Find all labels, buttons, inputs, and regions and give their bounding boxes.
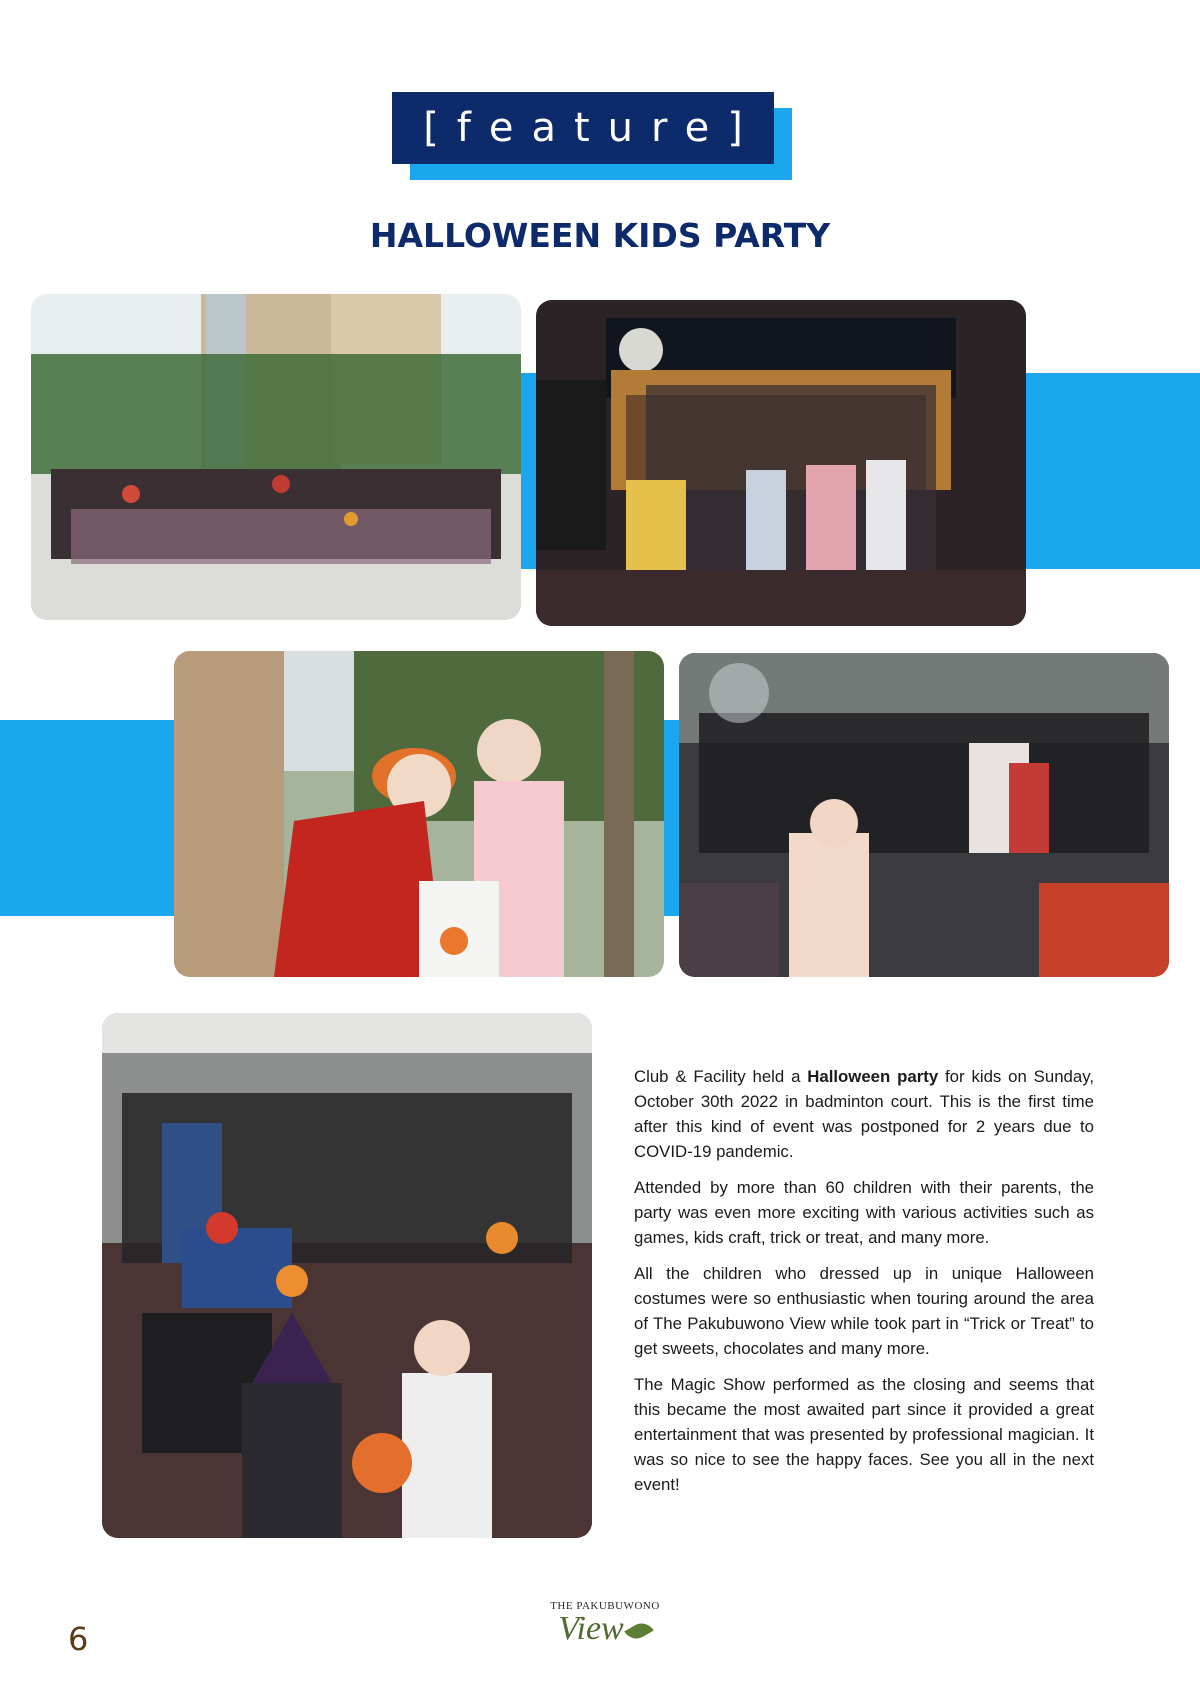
page-title: HALLOWEEN KIDS PARTY [369,216,831,255]
accent-band-left [0,720,176,916]
photo-stage-costumes [536,300,1026,626]
photo-kids-seated [102,1013,592,1538]
brand-logo [540,1600,670,1646]
article-paragraph-1 [634,1064,1094,1164]
article-paragraph-3: All the children who dressed up in unique Halloween costumes were so enthusiastic when touring around the area of The Pakubuwono View while took part in “Trick or Treat” to get sweets, chocolates and many more. [634,1264,1094,1358]
article-paragraph-4: The Magic Show performed as the closing and seems that this became the most awaited part since it provided a great entertainment that was presented by professional magician. It was so nice to see the happy faces. See you all in the next event! [634,1375,1094,1494]
leaf-icon [624,1619,654,1644]
p1-text-start: Club & Facility held a [634,1067,808,1086]
logo-top-text: THE PAKUBUWONO [550,1600,660,1612]
photo-kids-costumes [174,651,664,977]
logo-view-text [540,1612,670,1646]
page-number: 6 [68,1620,89,1658]
logo-view-word: View [558,1610,624,1647]
photo-bubbles-show [679,653,1169,977]
section-tag-text: [feature] [423,105,761,151]
p1-text-end: for kids on Sunday, October 30th 2022 in badminton court. This is the first time after this kind of event was postponed for 2 years due to COVID-19 pandemic. [634,1067,1094,1161]
accent-band-right [1026,373,1200,569]
p1-bold: Halloween party [807,1067,939,1086]
article-paragraph-2: Attended by more than 60 children with their parents, the party was even more exciting with various activities such as games, kids craft, trick or treat, and many more. [634,1178,1094,1247]
photo-group-outdoor [31,294,521,620]
section-tag [392,92,774,164]
article-body [634,1064,1094,1508]
